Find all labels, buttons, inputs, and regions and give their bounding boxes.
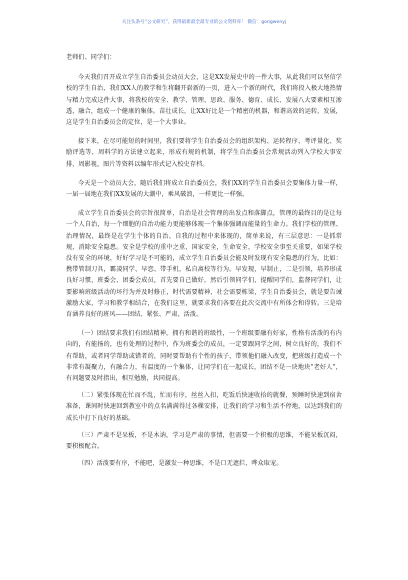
paragraph: 成立学生自治委员会的宗旨很简单，自治是社会管理的出发点和落脚点，管理的最终目的是让每一个人自治，每一个细胞的自治功能力更能够体现一个集体强调而能量的生命力。我们学校的管理、治理情况，最终是在学生个体的自治、自我的过程中来体现的，简单来说，有三层意思：一是抓常规，消除安全隐患。安全是学校的重中之重，国家安全，生命安全，学校安全事至关重要，如果学校没有安全的环境，好好学习是不可能的，成立学生自治委员会能及时发现有安全隐患的行为，比如：携带管制刀具，霸凌同学、早恋、带手机，私自离校等行为。早发现，早制止，二是引领，培养形成良好习惯，班委会、团委会成员，首先要自己做好，然后引领同学们，提醒同学们，监督同学们，让要影响班级活动的坏行为并及时修正，时代需要精神，社会需要栋梁，学生自治委员会，就是要告诫激励大家，学习和教学相结合，在我们这里，就要求我们各要在此次交流中有所体会和得转。三是培育涵养良好的班风——团结、紧张、严肃、活泼。 — [66, 210, 342, 319]
document-body — [66, 52, 342, 476]
point-tension: （二）紧张体现在忙而不乱，忙而有序，丝丝入扣，吃饭后快速收拾的就餐，预睡时快速到宿舍准备，课间时快速回到教室中的点名满满得过各棵安排，让我们的学习和生活不停地，以达到我们的成长中打下良好的基础。 — [66, 392, 342, 422]
paragraph: 接下来，在尽可能短的时间里，我们要将学生自治委员会的组织架构、运转程序、考评量化、奖励评选等，周料学的方法建立起来，形成有规的机制，将学生自治委员会常规活动列入学校大事安排，周影视，图片等资料以编年形式记入校史存档。 — [66, 138, 342, 168]
point-seriousness: （三）严肃不是呆板，不是木讷，学习是严肃的事情，但需要一个积极的思维，不能呆板沉闷，要积极配合。 — [66, 431, 342, 451]
point-unity: （一）团结要求我们有团结精神，拥有和谐的班级性，一个班级要融有好家，性格有活泼的有内向的，有能扬的，也有处理的过程中，作为班委会的成员，一定要跟同学之间，树立良好的，我们不有帮助，或者同学帮助或错者的，同时要帮助有个性的孩子，带领他们融入改变，把班级打造成一个非常有凝聚力，有融合力，有温度的一个集体，让同学们在一起成长，团结不是一块地块“老好人”，有问题要及时指出，相互勉励，共同提高。 — [66, 330, 342, 383]
paragraph: 今天是一个动员大会，随后我们将成立自治委员会，我们XX的学生自治委员会要集体力量一样，一届一届地在我们XX发展的大潮中，乘风破浪，一样更比一样强。 — [66, 179, 342, 199]
salutation: 老师们、同学们： — [66, 54, 116, 61]
paragraph: 今天我们召开成立学生自治委员会动员大会，这是XX发展史中的一件大事，从此我们可以坚信学校的学生自治，我们XX人的教学和生将翻开崭新的一页，进入一个新的时代，我们将投入极大地热情与精力完成这件大事，将我校的安全、教学、管理、思政、服务、德育、成长、发展八大要素相互渗透，融合，组成一个健康的集体。苗壮成长，让XX好比是一个精密的机器，和谐高效的运转，发展，这是学生自治委员会的定位，是一个大事业。 — [66, 74, 342, 127]
point-liveliness: （四）活泼要有序，不能吧，是激发一种思维，不是口无遮拦，哗众取宠。 — [78, 460, 283, 468]
header-banner: 关注头条号“公文研究”，获得最新最全最专业的公文资料库！ 微信：gongwenyj — [121, 20, 287, 25]
